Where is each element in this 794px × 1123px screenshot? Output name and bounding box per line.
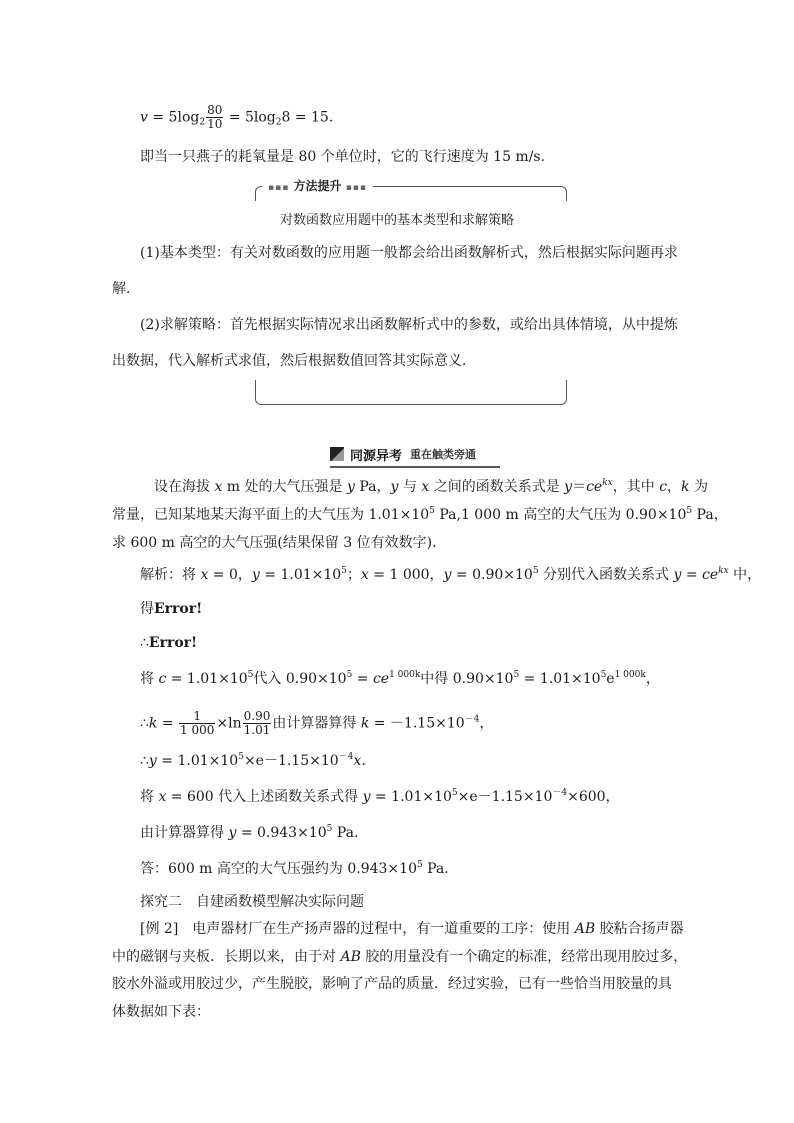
fraction-1-1000: $\frac{1}{1 000}$ bbox=[180, 709, 215, 737]
fraction-090-101: $\frac{0.90}{1.01}$ bbox=[243, 709, 271, 737]
method-tab: ▪▪▪ 方法提升 ▪▪▪ bbox=[262, 178, 373, 194]
section-banner bbox=[330, 444, 476, 464]
problem-line2: 常量，已知某地某天海平面上的大气压为 $1.01\times 10^5$ Pa,1 000 m 高空的大气压为 $0.90\times 10^5$ Pa， bbox=[112, 506, 728, 523]
solution-line7: 将 x = 600 代入上述函数关系式得 $y = 1.01\times 10^5\times e-1.15\times 10^{-4}\times 600$， bbox=[140, 788, 620, 805]
dots-icon: ▪▪▪ bbox=[268, 183, 290, 193]
problem-line1: 设在海拔 x m 处的大气压强是 y Pa，y 与 x 之间的函数关系式是 $y=ce^{kx}$，其中 c，k 为 bbox=[154, 478, 708, 495]
example2-line4: 体数据如下表： bbox=[112, 1004, 210, 1020]
example2-line2: 中的磁钢与夹板．长期以来，由于对 AB 胶的用量没有一个确定的标准，经常出现用胶过多， bbox=[112, 949, 688, 965]
banner-square-icon bbox=[330, 447, 344, 461]
solution-line3: ∴Error! bbox=[140, 635, 198, 651]
method-p1-line2: 解． bbox=[112, 281, 140, 297]
conclusion-line: 即当一只燕子的耗氧量是 80 个单位时，它的飞行速度为 15 m/s. bbox=[140, 149, 546, 165]
method-title: 对数函数应用题中的基本类型和求解策略 bbox=[279, 213, 514, 228]
example2-line1: [例 2] 电声器材厂在生产扬声器的过程中，有一道重要的工序：使用 AB 胶粘合扬声器 bbox=[140, 921, 684, 937]
solution-line8: 由计算器算得 $y = 0.943\times 10^5$ Pa. bbox=[140, 824, 359, 841]
banner-title: 同源异考 bbox=[350, 448, 403, 464]
solution-line6: ∴y = $1.01\times 10^5\times e-1.15\times 10^{-4}x$. bbox=[140, 752, 366, 769]
var-v: v bbox=[140, 109, 148, 126]
method-box-bottom bbox=[255, 380, 567, 405]
banner-subtitle: 重在触类旁通 bbox=[410, 448, 477, 461]
solution-line5: ∴k = $\frac{1}{1 000}$ ×ln $\frac{0.90}{1.01}$ 由计算器算得 $k = -1.15\times 10^{-4}$， bbox=[140, 709, 494, 737]
answer-line: 答：600 m 高空的大气压强约为 $0.943\times 10^5$ Pa. bbox=[140, 860, 449, 877]
method-p1-line1: (1)基本类型：有关对数函数的应用题一般都会给出函数解析式，然后根据实际问题再求 bbox=[140, 245, 678, 261]
formula-line: $v = 5\log_2$ $\frac{80}{10}$ = $5\log_28 = 15$. bbox=[140, 103, 334, 131]
dots-icon: ▪▪▪ bbox=[345, 183, 368, 193]
solution-line1: 解析：将 x = 0，$y = 1.01\times 10^5$；x = 1 000，$y = 0.90\times 10^5$ 分别代入函数关系式 $y = ce^{kx}$ 中， bbox=[140, 566, 762, 583]
section2-heading: 探究二 自建函数模型解决实际问题 bbox=[140, 894, 364, 910]
example2-line3: 胶水外溢或用胶过少，产生脱胶，影响了产品的质量．经过实验，已有一些恰当用胶量的具 bbox=[112, 976, 672, 992]
solution-line4: 将 $c = 1.01\times 10^5$代入 $0.90\times 10^5 = ce^{1 000k}$中得 $0.90\times 10^5 = 1.01\times 10^5e^{1 000k}$， bbox=[140, 670, 660, 687]
problem-line3: 求 600 m 高空的大气压强(结果保留 3 位有效数字)． bbox=[112, 535, 447, 551]
method-p2-line1: (2)求解策略：首先根据实际情况求出函数解析式中的参数，或给出具体情境，从中提炼 bbox=[140, 317, 678, 333]
banner-underline bbox=[330, 466, 500, 468]
fraction-80-10: $\frac{80}{10}$ bbox=[207, 103, 223, 131]
method-p2-line2: 出数据，代入解析式求值，然后根据数值回答其实际意义． bbox=[112, 353, 476, 369]
solution-line2: 得Error! bbox=[140, 601, 203, 617]
